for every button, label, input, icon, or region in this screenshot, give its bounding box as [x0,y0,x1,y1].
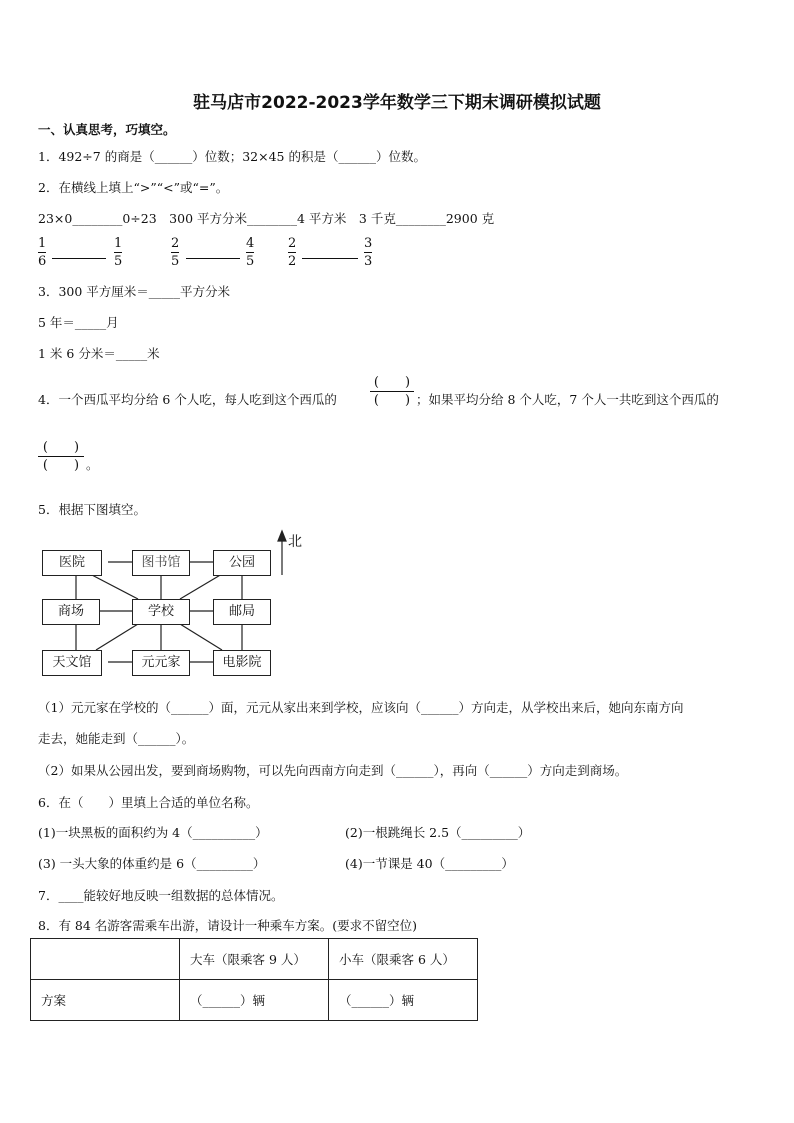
table-cell: （______）辆 [180,980,329,1021]
fraction: 1 6 [38,236,47,269]
question-6a: (1)一块黑板的面积约为 4（__________） [38,825,268,840]
question-5-sub1a: （1）元元家在学校的（______）面，元元从家出来到学校，应该向（______）方向走，从学校出来后，她向东南方向 [38,700,684,715]
question-2-stem: 2．在横线上填上“>”“<”或“=”。 [38,180,229,195]
question-5-sub1b: 走去，她能走到（______）。 [38,731,195,746]
map-home: 元元家 [132,650,190,676]
map-observatory: 天文馆 [42,650,102,676]
table-corner [31,939,180,980]
plan-table [30,938,478,1021]
fraction-blank: ( ) ( ) [370,375,414,408]
period: 。 [86,457,99,472]
map-mall: 商场 [42,599,100,625]
question-2-row1: 23×0________0÷23 300 平方分米________4 平方米 3 千克________2900 克 [38,211,495,226]
question-6c: (3) 一头大象的体重约是 6（_________） [38,856,266,871]
question-6b: (2)一根跳绳长 2.5（_________） [345,825,531,840]
question-3b: 5 年＝_____月 [38,315,119,330]
fraction: 3 3 [364,236,373,269]
fraction: 4 5 [246,236,255,269]
question-8-stem: 8．有 84 名游客需乘车出游，请设计一种乘车方案。(要求不留空位) [38,918,418,933]
fraction-blank: ( ) ( ) [38,440,84,473]
answer-blank [186,258,240,259]
fraction: 2 5 [171,236,180,269]
table-header: 大车（限乘客 9 人） [180,939,329,980]
question-5-stem: 5．根据下图填空。 [38,502,146,517]
map-cinema: 电影院 [213,650,271,676]
fraction: 1 5 [114,236,123,269]
map-park: 公园 [213,550,271,576]
page-title: 驻马店市2022-2023学年数学三下期末调研模拟试题 [193,93,601,113]
map-hospital: 医院 [42,550,102,576]
table-header: 小车（限乘客 6 人） [329,939,478,980]
answer-blank [52,258,106,259]
answer-blank [302,258,358,259]
question-7: 7．____能较好地反映一组数据的总体情况。 [38,888,284,903]
question-1: 1．492÷7 的商是（______）位数；32×45 的积是（______）位数。 [38,149,426,164]
question-6d: (4)一节课是 40（_________） [345,856,514,871]
table-cell: （______）辆 [329,980,478,1021]
question-4-text1: 4．一个西瓜平均分给 6 个人吃，每人吃到这个西瓜的 [38,392,337,407]
map-post-office: 邮局 [213,599,271,625]
table-row-label: 方案 [31,980,180,1021]
map-school: 学校 [132,599,190,625]
fraction: 2 2 [288,236,297,269]
map-library: 图书馆 [132,550,190,576]
question-5-sub2: （2）如果从公园出发，要到商场购物，可以先向西南方向走到（______），再向（______）方向走到商场。 [38,763,628,778]
question-4-text2: ；如果平均分给 8 个人吃，7 个人一共吃到这个西瓜的 [416,392,719,407]
section-heading: 一、认真思考，巧填空。 [38,122,176,137]
question-3c: 1 米 6 分米＝_____米 [38,346,160,361]
question-6-stem: 6．在（ ）里填上合适的单位名称。 [38,795,259,810]
north-label: 北 [288,534,302,550]
question-3a: 3．300 平方厘米＝_____平方分米 [38,284,231,299]
